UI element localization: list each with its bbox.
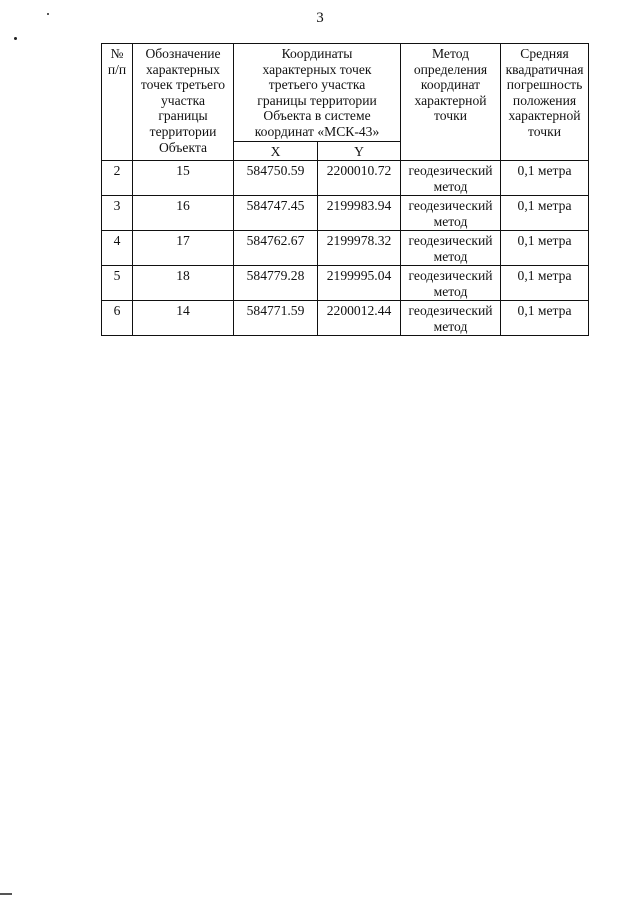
- cell-number: 6: [102, 301, 133, 336]
- cell-error: 0,1 метра: [501, 196, 589, 231]
- cell-x: 584762.67: [234, 231, 318, 266]
- cell-point: 15: [133, 161, 234, 196]
- cell-point: 18: [133, 266, 234, 301]
- header-method: Метод определения координат характерной точки: [401, 44, 501, 161]
- cell-method: геодезический метод: [401, 161, 501, 196]
- cell-method: геодезический метод: [401, 301, 501, 336]
- cell-x: 584771.59: [234, 301, 318, 336]
- cell-number: 5: [102, 266, 133, 301]
- header-error: Средняя квадратичная погрешность положения характерной точки: [501, 44, 589, 161]
- scan-edge-mark: [0, 893, 12, 895]
- header-number: № п/п: [102, 44, 133, 161]
- cell-point: 17: [133, 231, 234, 266]
- cell-x: 584747.45: [234, 196, 318, 231]
- cell-method: геодезический метод: [401, 231, 501, 266]
- cell-error: 0,1 метра: [501, 161, 589, 196]
- cell-y: 2200010.72: [318, 161, 401, 196]
- table-row: [102, 196, 589, 231]
- table-row: [102, 231, 589, 266]
- cell-method: геодезический метод: [401, 266, 501, 301]
- cell-method: геодезический метод: [401, 196, 501, 231]
- cell-error: 0,1 метра: [501, 266, 589, 301]
- cell-y: 2199978.32: [318, 231, 401, 266]
- scan-speck: [14, 37, 17, 40]
- cell-error: 0,1 метра: [501, 231, 589, 266]
- header-point-designation: Обозначение характерных точек третьего участка границы территории Объекта: [133, 44, 234, 161]
- cell-number: 4: [102, 231, 133, 266]
- cell-point: 14: [133, 301, 234, 336]
- cell-number: 3: [102, 196, 133, 231]
- cell-error: 0,1 метра: [501, 301, 589, 336]
- cell-x: 584750.59: [234, 161, 318, 196]
- table-row: [102, 301, 589, 336]
- header-x: X: [234, 141, 318, 161]
- cell-y: 2199983.94: [318, 196, 401, 231]
- cell-y: 2199995.04: [318, 266, 401, 301]
- cell-point: 16: [133, 196, 234, 231]
- cell-y: 2200012.44: [318, 301, 401, 336]
- cell-number: 2: [102, 161, 133, 196]
- table-row: [102, 161, 589, 196]
- cell-x: 584779.28: [234, 266, 318, 301]
- coordinates-table: [101, 43, 589, 336]
- header-y: Y: [318, 141, 401, 161]
- page-number: 3: [316, 10, 324, 26]
- header-coordinates: Координаты характерных точек третьего участка границы территории Объекта в системе координат «МСК-43»: [234, 44, 401, 142]
- table-row: [102, 266, 589, 301]
